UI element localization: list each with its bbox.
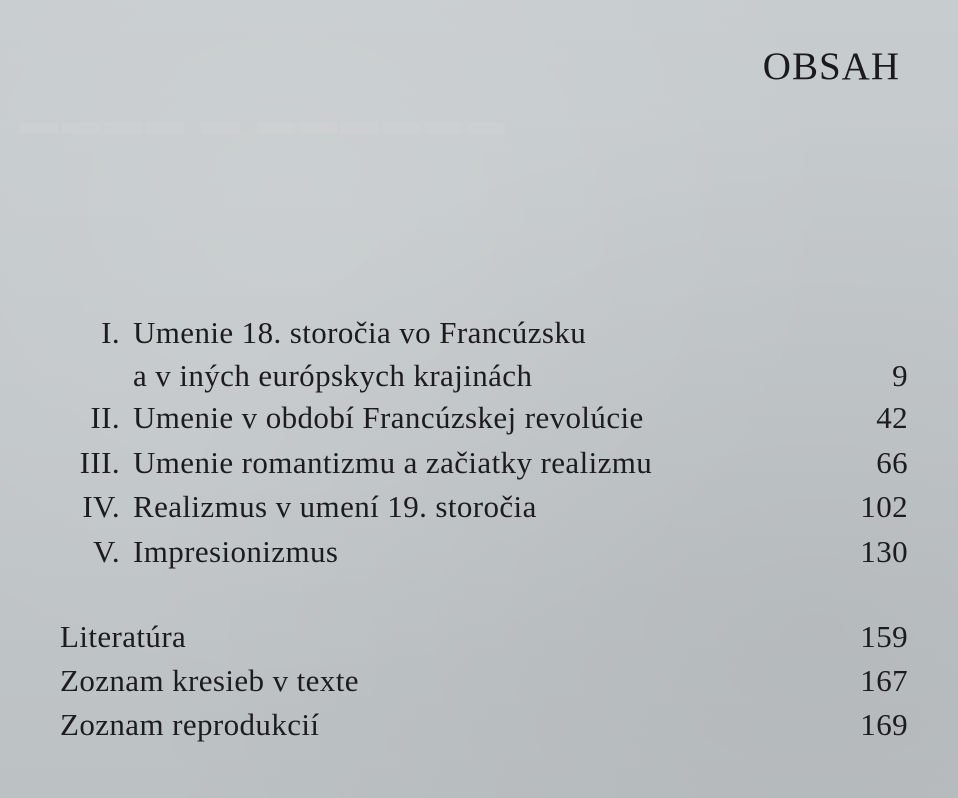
toc-entry-reproductions-list [0, 702, 958, 748]
chapter-numeral: III. [79, 445, 120, 480]
show-through-text: ▬▬▬▬ ▬ ▬▬▬▬▬▬ [20, 101, 509, 143]
page-number: 169 [860, 707, 908, 742]
toc-entry-chapter-3 [0, 440, 958, 486]
page-number: 42 [876, 400, 908, 435]
page-number: 102 [860, 489, 908, 524]
chapter-title: Impresionizmus [133, 534, 339, 569]
page-number: 159 [860, 619, 908, 654]
page-number: 66 [876, 445, 908, 480]
toc-entry-chapter-2 [0, 395, 958, 441]
page-number: 9 [892, 358, 908, 393]
back-matter-title: Literatúra [60, 619, 187, 654]
toc-entry-bibliography [0, 614, 958, 660]
chapter-title: Umenie romantizmu a začiatky realizmu [133, 445, 653, 480]
chapter-title-continued: a v iných európskych krajinách [133, 358, 533, 393]
chapter-title: Realizmus v umení 19. storočia [133, 489, 537, 524]
chapter-numeral: IV. [82, 489, 120, 524]
page-number: 167 [860, 663, 908, 698]
toc-entry-chapter-5 [0, 529, 958, 575]
toc-entry-chapter-1-continued [0, 353, 958, 399]
page-number: 130 [860, 534, 908, 569]
chapter-title: Umenie v období Francúzskej revolúcie [133, 400, 644, 435]
back-matter-title: Zoznam reprodukcií [60, 707, 320, 742]
chapter-numeral: II. [90, 400, 120, 435]
toc-entry-drawings-list [0, 658, 958, 704]
page-title: OBSAH [762, 45, 900, 88]
toc-entry-chapter-1 [0, 310, 958, 356]
back-matter-title: Zoznam kresieb v texte [60, 663, 359, 698]
chapter-title: Umenie 18. storočia vo Francúzsku [133, 315, 587, 350]
chapter-numeral: V. [93, 534, 120, 569]
chapter-numeral: I. [101, 315, 120, 350]
toc-entry-chapter-4 [0, 484, 958, 530]
